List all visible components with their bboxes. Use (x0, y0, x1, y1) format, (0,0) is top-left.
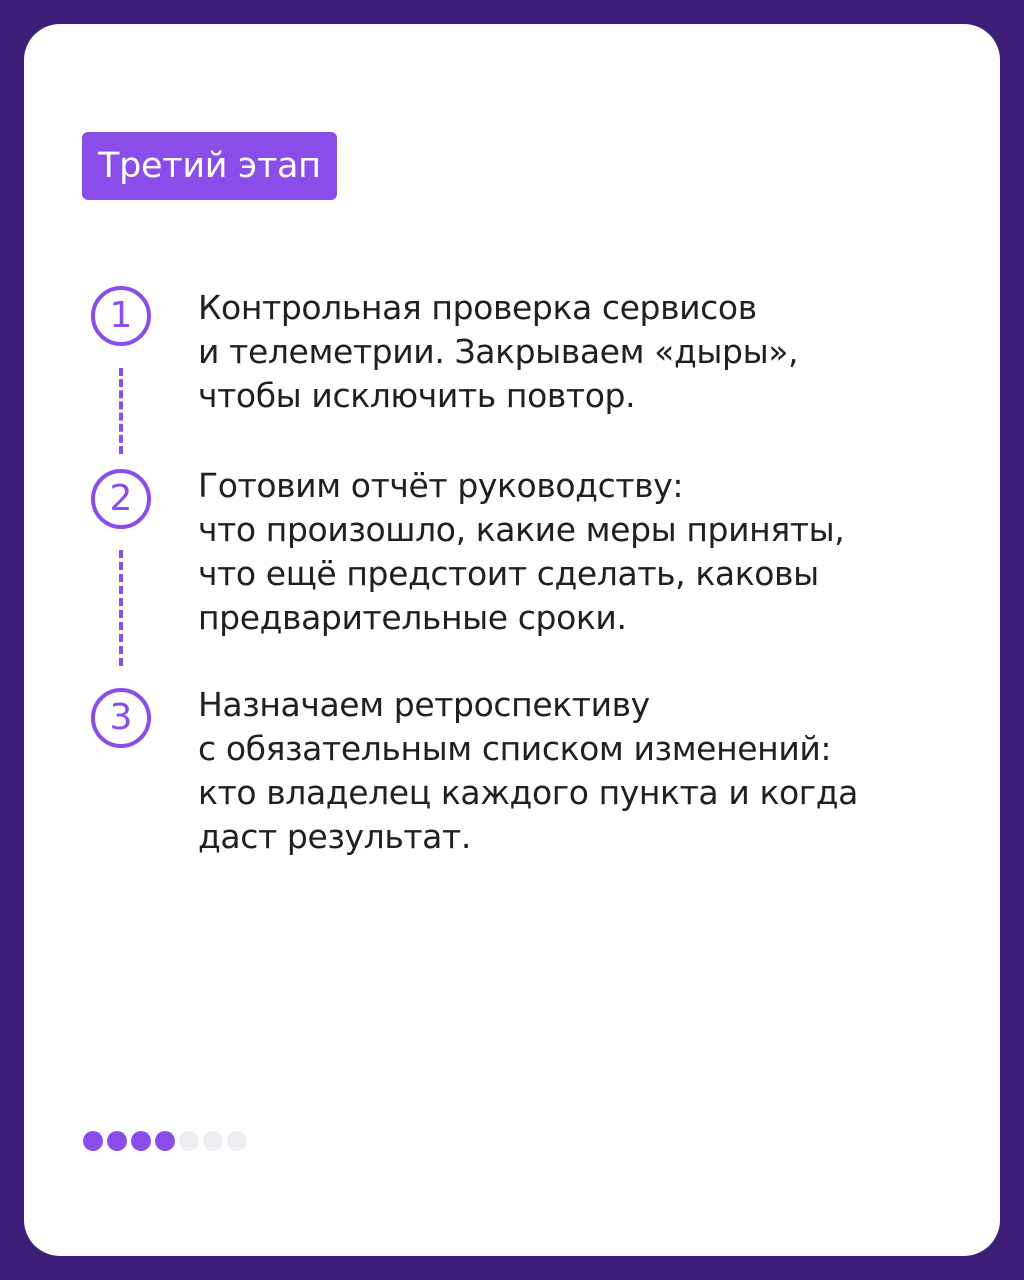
step-line: предварительные сроки. (198, 598, 627, 637)
step-line: Назначаем ретроспективу (198, 685, 650, 724)
step-text-1 (198, 286, 918, 418)
step-line: Готовим отчёт руководству: (198, 466, 684, 505)
slide-card (24, 24, 1000, 1256)
step-line: даст результат. (198, 817, 471, 856)
pagination-dot[interactable] (203, 1131, 223, 1151)
step-connector-2 (119, 550, 123, 666)
pagination-dots (83, 1131, 247, 1151)
step-line: кто владелец каждого пункта и когда (198, 773, 858, 812)
step-line: Контрольная проверка сервисов (198, 288, 757, 327)
step-text-3 (198, 683, 918, 859)
step-line: что произошло, какие меры приняты, (198, 510, 845, 549)
step-line: чтобы исключить повтор. (198, 376, 636, 415)
pagination-dot-active[interactable] (131, 1131, 151, 1151)
step-line: и телеметрии. Закрываем «дыры», (198, 332, 799, 371)
step-line: что ещё предстоит сделать, каковы (198, 554, 819, 593)
step-text-2 (198, 464, 918, 640)
pagination-dot-active[interactable] (155, 1131, 175, 1151)
step-number-3: 3 (91, 688, 151, 748)
pagination-dot[interactable] (227, 1131, 247, 1151)
step-number-1: 1 (91, 286, 151, 346)
pagination-dot[interactable] (179, 1131, 199, 1151)
step-number-2: 2 (91, 469, 151, 529)
stage-badge: Третий этап (82, 132, 337, 200)
step-connector-1 (119, 368, 123, 454)
pagination-dot-active[interactable] (107, 1131, 127, 1151)
step-line: с обязательным списком изменений: (198, 729, 832, 768)
pagination-dot-active[interactable] (83, 1131, 103, 1151)
